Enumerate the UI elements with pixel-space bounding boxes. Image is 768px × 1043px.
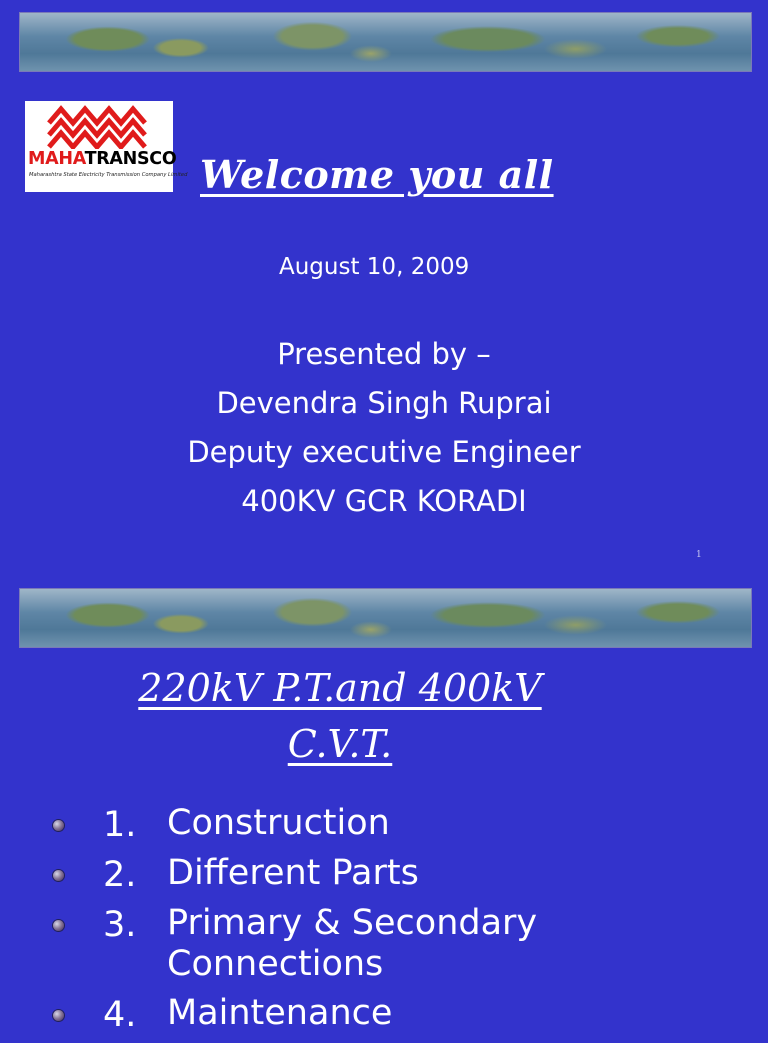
- item-number: 3.: [103, 905, 137, 945]
- sphere-bullet-icon: [53, 870, 64, 881]
- world-map-banner: [19, 588, 752, 648]
- item-text: Maintenance: [167, 993, 393, 1033]
- item-number: 1.: [103, 805, 137, 845]
- logo-wordmark: MAHATRANSCO: [28, 149, 177, 169]
- item-text: Different Parts: [167, 853, 419, 893]
- list-item: [0, 903, 768, 993]
- page-number: 1: [696, 550, 702, 560]
- presenter-block: [0, 330, 768, 526]
- slide-2-title: [0, 660, 680, 772]
- item-number: 2.: [103, 855, 137, 895]
- title-line-2: C.V.T.: [287, 722, 393, 766]
- presenter-name: Devendra Singh Ruprai: [216, 386, 552, 420]
- item-number: 4.: [103, 995, 137, 1035]
- sphere-bullet-icon: [53, 1010, 64, 1021]
- item-text: Construction: [167, 803, 390, 843]
- list-item: [0, 853, 768, 903]
- title-line-1: 220kV P.T.and 400kV: [138, 666, 542, 710]
- list-item: [0, 803, 768, 853]
- wave-logo-icon: [47, 105, 151, 149]
- presentation-date: August 10, 2009: [279, 254, 470, 280]
- welcome-title: Welcome you all: [200, 152, 554, 197]
- mahatransco-logo: [25, 101, 188, 192]
- logo-tagline: Maharashtra State Electricity Transmission Company Limited: [29, 172, 188, 178]
- slide-2: [0, 585, 768, 1035]
- topic-list: [0, 803, 768, 1043]
- world-map-banner: [19, 12, 752, 72]
- presenter-designation: Deputy executive Engineer: [187, 435, 581, 469]
- list-item: [0, 993, 768, 1043]
- presenter-location: 400KV GCR KORADI: [241, 484, 527, 518]
- sphere-bullet-icon: [53, 920, 64, 931]
- item-text: Primary & Secondary Connections: [167, 903, 538, 984]
- presented-by-label: Presented by –: [277, 337, 491, 371]
- sphere-bullet-icon: [53, 820, 64, 831]
